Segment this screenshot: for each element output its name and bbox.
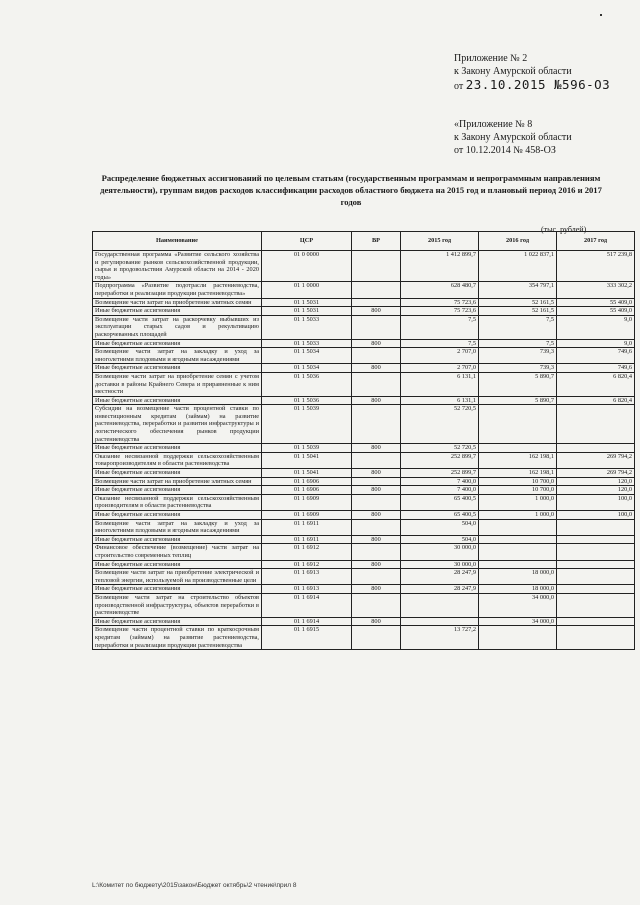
- cell-name: Иные бюджетные ассигнования: [93, 585, 262, 594]
- cell-2015: 7,5: [401, 315, 479, 339]
- cell-2015: 52 720,5: [401, 405, 479, 444]
- cell-vr: 800: [352, 444, 401, 453]
- table-row: [93, 569, 635, 585]
- cell-vr: [352, 282, 401, 298]
- cell-vr: [352, 593, 401, 617]
- cell-csr: 01 0 0000: [262, 251, 352, 282]
- cell-name: Иные бюджетные ассигнования: [93, 617, 262, 626]
- appendix-date-stamp: 23.10.2015 №596-ОЗ: [465, 77, 611, 92]
- scan-speck: [600, 14, 602, 16]
- appendix-header: [454, 52, 610, 93]
- cell-2017: 100,0: [557, 511, 635, 520]
- table-row: [93, 315, 635, 339]
- table-row: [93, 396, 635, 405]
- cell-2016: 739,3: [479, 364, 557, 373]
- table-row: [93, 307, 635, 316]
- cell-2015: 252 899,7: [401, 469, 479, 478]
- cell-name: Государственная программа «Развитие сельского хозяйства и регулирование рынков сельскохозяйственной продукции, сырья и продовольствия Амурской области на 2014 - 2020 годы»: [93, 251, 262, 282]
- cell-2015: 2 707,0: [401, 364, 479, 373]
- cell-2015: 30 000,0: [401, 544, 479, 560]
- table-row: [93, 469, 635, 478]
- cell-csr: 01 1 5036: [262, 372, 352, 396]
- cell-2017: 120,0: [557, 486, 635, 495]
- cell-vr: [352, 348, 401, 364]
- cell-name: Оказание несвязанной поддержки сельскохозяйственным производителям в области растениеводства: [93, 494, 262, 510]
- cell-2015: 252 899,7: [401, 452, 479, 468]
- cell-csr: 01 1 6909: [262, 494, 352, 510]
- cell-vr: [352, 544, 401, 560]
- cell-2017: 269 794,2: [557, 469, 635, 478]
- cell-2017: 55 409,0: [557, 298, 635, 307]
- cell-2016: 10 700,0: [479, 486, 557, 495]
- cell-2016: 5 890,7: [479, 396, 557, 405]
- cell-2016: 52 161,5: [479, 307, 557, 316]
- cell-csr: 01 1 5033: [262, 339, 352, 348]
- cell-2016: 162 198,1: [479, 452, 557, 468]
- cell-2017: 517 239,8: [557, 251, 635, 282]
- cell-2016: 18 000,0: [479, 585, 557, 594]
- cell-2016: [479, 535, 557, 544]
- table-row: [93, 535, 635, 544]
- table-header-row: [93, 232, 635, 251]
- cell-2016: [479, 444, 557, 453]
- cell-2015: 2 707,0: [401, 348, 479, 364]
- cell-vr: 800: [352, 364, 401, 373]
- cell-vr: 800: [352, 469, 401, 478]
- cell-vr: 800: [352, 396, 401, 405]
- units-label: (тыс. рублей): [541, 225, 587, 234]
- cell-2017: [557, 626, 635, 650]
- cell-2017: 55 409,0: [557, 307, 635, 316]
- table-row: [93, 519, 635, 535]
- cell-2016: [479, 544, 557, 560]
- cell-name: Иные бюджетные ассигнования: [93, 469, 262, 478]
- cell-2017: [557, 444, 635, 453]
- cell-csr: 01 1 5031: [262, 307, 352, 316]
- table-row: [93, 477, 635, 486]
- cell-2016: [479, 560, 557, 569]
- cell-name: Возмещение части затрат на приобретение элитных семян: [93, 298, 262, 307]
- table-row: [93, 560, 635, 569]
- cell-csr: 01 1 6913: [262, 585, 352, 594]
- cell-vr: [352, 626, 401, 650]
- cell-2016: 18 000,0: [479, 569, 557, 585]
- cell-2017: 6 820,4: [557, 396, 635, 405]
- cell-name: Иные бюджетные ассигнования: [93, 511, 262, 520]
- cell-csr: 01 1 5034: [262, 348, 352, 364]
- budget-table: [92, 231, 635, 650]
- table-row: [93, 364, 635, 373]
- cell-2015: 65 400,5: [401, 494, 479, 510]
- cell-2016: 7,5: [479, 339, 557, 348]
- cell-2017: 333 302,2: [557, 282, 635, 298]
- cell-2017: 9,0: [557, 315, 635, 339]
- cell-name: Иные бюджетные ассигнования: [93, 396, 262, 405]
- cell-2015: 28 247,9: [401, 569, 479, 585]
- cell-vr: [352, 315, 401, 339]
- cell-csr: 01 1 5033: [262, 315, 352, 339]
- cell-2017: [557, 593, 635, 617]
- col-header-2016: 2016 год: [479, 232, 557, 251]
- cell-vr: 800: [352, 511, 401, 520]
- cell-vr: [352, 452, 401, 468]
- cell-csr: 01 1 6909: [262, 511, 352, 520]
- cell-2016: [479, 405, 557, 444]
- cell-2017: [557, 560, 635, 569]
- cell-csr: 01 1 6906: [262, 486, 352, 495]
- cell-2017: [557, 519, 635, 535]
- cell-2015: 504,0: [401, 519, 479, 535]
- cell-2016: 7,5: [479, 315, 557, 339]
- cell-vr: [352, 405, 401, 444]
- cell-csr: 01 1 6914: [262, 617, 352, 626]
- table-row: [93, 372, 635, 396]
- cell-vr: 800: [352, 486, 401, 495]
- cell-csr: 01 1 6913: [262, 569, 352, 585]
- cell-2016: [479, 626, 557, 650]
- cell-2015: 7 400,0: [401, 477, 479, 486]
- cell-2017: 749,6: [557, 364, 635, 373]
- table-row: [93, 626, 635, 650]
- cell-2017: [557, 405, 635, 444]
- cell-2015: 75 723,6: [401, 307, 479, 316]
- cell-name: Иные бюджетные ассигнования: [93, 560, 262, 569]
- table-row: [93, 617, 635, 626]
- cell-2015: 6 131,1: [401, 396, 479, 405]
- cell-csr: 01 1 6914: [262, 593, 352, 617]
- cell-2017: 120,0: [557, 477, 635, 486]
- cell-2017: 269 794,2: [557, 452, 635, 468]
- cell-2015: 52 720,5: [401, 444, 479, 453]
- table-row: [93, 452, 635, 468]
- table-row: [93, 348, 635, 364]
- cell-2015: 7,5: [401, 339, 479, 348]
- col-header-2015: 2015 год: [401, 232, 479, 251]
- cell-vr: [352, 372, 401, 396]
- cell-2016: 1 000,0: [479, 511, 557, 520]
- cell-name: Иные бюджетные ассигнования: [93, 486, 262, 495]
- cell-2017: 749,6: [557, 348, 635, 364]
- cell-vr: [352, 519, 401, 535]
- cell-2017: [557, 535, 635, 544]
- cell-2017: 6 820,4: [557, 372, 635, 396]
- cell-vr: 800: [352, 535, 401, 544]
- cell-name: Финансовое обеспечение (возмещение) части затрат на строительство современных теплиц: [93, 544, 262, 560]
- cell-vr: [352, 494, 401, 510]
- cell-2016: 10 700,0: [479, 477, 557, 486]
- cell-2017: 9,0: [557, 339, 635, 348]
- cell-2016: 1 022 837,1: [479, 251, 557, 282]
- cell-name: Иные бюджетные ассигнования: [93, 535, 262, 544]
- cell-csr: 01 1 0000: [262, 282, 352, 298]
- cell-2016: 5 890,7: [479, 372, 557, 396]
- cell-csr: 01 1 6911: [262, 519, 352, 535]
- document-title: Распределение бюджетных ассигнований по целевым статьям (государственным программам и непрограммным направлениям деятельности), группам видов расходов классификации расходов областного бюджета на 2015 год и плановый период 2016 и 2017 годов: [100, 173, 602, 207]
- cell-name: Возмещение части затрат на закладку и уход за многолетними плодовыми и ягодными насаждениями: [93, 519, 262, 535]
- cell-name: Возмещение части затрат на раскорчевку выбывших из эксплуатации старых садов и рекультивацию раскорчеванных площадей: [93, 315, 262, 339]
- table-row: [93, 486, 635, 495]
- table-row: [93, 544, 635, 560]
- cell-csr: 01 1 6911: [262, 535, 352, 544]
- cell-2015: [401, 617, 479, 626]
- cell-2015: 7 400,0: [401, 486, 479, 495]
- cell-csr: 01 1 6912: [262, 544, 352, 560]
- cell-2016: [479, 519, 557, 535]
- cell-2015: [401, 593, 479, 617]
- cell-2016: 1 000,0: [479, 494, 557, 510]
- cell-name: Подпрограмма «Развитие подотрасли растениеводства, переработки и реализации продукции растениеводства»: [93, 282, 262, 298]
- original-appendix-number: «Приложение № 8: [454, 119, 533, 130]
- cell-csr: 01 1 5041: [262, 469, 352, 478]
- budget-table-body: [93, 251, 635, 650]
- cell-vr: 800: [352, 560, 401, 569]
- cell-name: Возмещение части затрат на приобретение семян с учетом доставки в районы Крайнего Севера и приравненные к ним местности: [93, 372, 262, 396]
- cell-2015: 628 480,7: [401, 282, 479, 298]
- cell-vr: 800: [352, 585, 401, 594]
- appendix-date-line: [454, 78, 610, 93]
- cell-name: Возмещение части процентной ставки по краткосрочным кредитам (займам) на развитие растениеводства, переработки и реализации продукции растениеводства: [93, 626, 262, 650]
- cell-2017: [557, 544, 635, 560]
- cell-vr: [352, 477, 401, 486]
- cell-name: Иные бюджетные ассигнования: [93, 364, 262, 373]
- cell-csr: 01 1 5039: [262, 405, 352, 444]
- cell-vr: 800: [352, 307, 401, 316]
- cell-csr: 01 1 5036: [262, 396, 352, 405]
- table-row: [93, 593, 635, 617]
- cell-2015: 13 727,2: [401, 626, 479, 650]
- cell-csr: 01 1 5041: [262, 452, 352, 468]
- cell-2015: 1 412 899,7: [401, 251, 479, 282]
- cell-name: Иные бюджетные ассигнования: [93, 339, 262, 348]
- cell-2016: 34 000,0: [479, 617, 557, 626]
- cell-name: Возмещение части затрат на приобретение электрической и тепловой энергии, используемой на производственные цели: [93, 569, 262, 585]
- cell-name: Оказание несвязанной поддержки сельскохозяйственным товаропроизводителям в области растениеводства: [93, 452, 262, 468]
- cell-vr: 800: [352, 617, 401, 626]
- cell-2015: 75 723,6: [401, 298, 479, 307]
- cell-csr: 01 1 6912: [262, 560, 352, 569]
- cell-2016: 162 198,1: [479, 469, 557, 478]
- cell-2015: 30 000,0: [401, 560, 479, 569]
- cell-vr: [352, 251, 401, 282]
- cell-name: Возмещение части затрат на закладку и уход за многолетними плодовыми и ягодными насаждениями: [93, 348, 262, 364]
- cell-name: Иные бюджетные ассигнования: [93, 307, 262, 316]
- cell-csr: 01 1 6906: [262, 477, 352, 486]
- table-row: [93, 585, 635, 594]
- col-header-csr: ЦСР: [262, 232, 352, 251]
- cell-2016: 354 797,1: [479, 282, 557, 298]
- table-row: [93, 251, 635, 282]
- original-appendix-header: [454, 118, 572, 157]
- appendix-date-prefix: от: [454, 81, 464, 92]
- cell-name: Иные бюджетные ассигнования: [93, 444, 262, 453]
- col-header-name: Наименование: [93, 232, 262, 251]
- cell-2016: 739,3: [479, 348, 557, 364]
- cell-vr: 800: [352, 339, 401, 348]
- table-row: [93, 282, 635, 298]
- cell-2017: [557, 617, 635, 626]
- cell-2017: [557, 569, 635, 585]
- table-row: [93, 494, 635, 510]
- table-row: [93, 298, 635, 307]
- appendix-law-ref: к Закону Амурской области: [454, 66, 572, 77]
- cell-csr: 01 1 5039: [262, 444, 352, 453]
- cell-csr: 01 1 5031: [262, 298, 352, 307]
- file-path-footer: L:\Комитет по бюджету\2015\закон\Бюджет октябрь\2 чтение\прил 8: [92, 882, 297, 889]
- table-row: [93, 444, 635, 453]
- cell-csr: 01 1 6915: [262, 626, 352, 650]
- original-appendix-date: от 10.12.2014 № 458-ОЗ: [454, 145, 556, 156]
- cell-name: Субсидии на возмещение части процентной ставки по инвестиционным кредитам (займам) на развитие растениеводства, переработки и развития инфраструктуры и логистического обеспечения рынков продукции растениеводства: [93, 405, 262, 444]
- cell-2015: 28 247,9: [401, 585, 479, 594]
- cell-2017: [557, 585, 635, 594]
- cell-vr: [352, 298, 401, 307]
- cell-2015: 504,0: [401, 535, 479, 544]
- col-header-2017: 2017 год: [557, 232, 635, 251]
- table-row: [93, 405, 635, 444]
- cell-2016: 34 000,0: [479, 593, 557, 617]
- table-row: [93, 339, 635, 348]
- cell-2016: 52 161,5: [479, 298, 557, 307]
- cell-name: Возмещение части затрат на строительство объектов производственной инфраструктуры, объектов переработки в растениеводстве: [93, 593, 262, 617]
- appendix-number: Приложение № 2: [454, 53, 528, 64]
- cell-2015: 65 400,5: [401, 511, 479, 520]
- cell-name: Возмещение части затрат на приобретение элитных семян: [93, 477, 262, 486]
- original-appendix-law-ref: к Закону Амурской области: [454, 132, 572, 143]
- col-header-vr: ВР: [352, 232, 401, 251]
- cell-csr: 01 1 5034: [262, 364, 352, 373]
- cell-vr: [352, 569, 401, 585]
- table-row: [93, 511, 635, 520]
- cell-2017: 100,0: [557, 494, 635, 510]
- cell-2015: 6 131,1: [401, 372, 479, 396]
